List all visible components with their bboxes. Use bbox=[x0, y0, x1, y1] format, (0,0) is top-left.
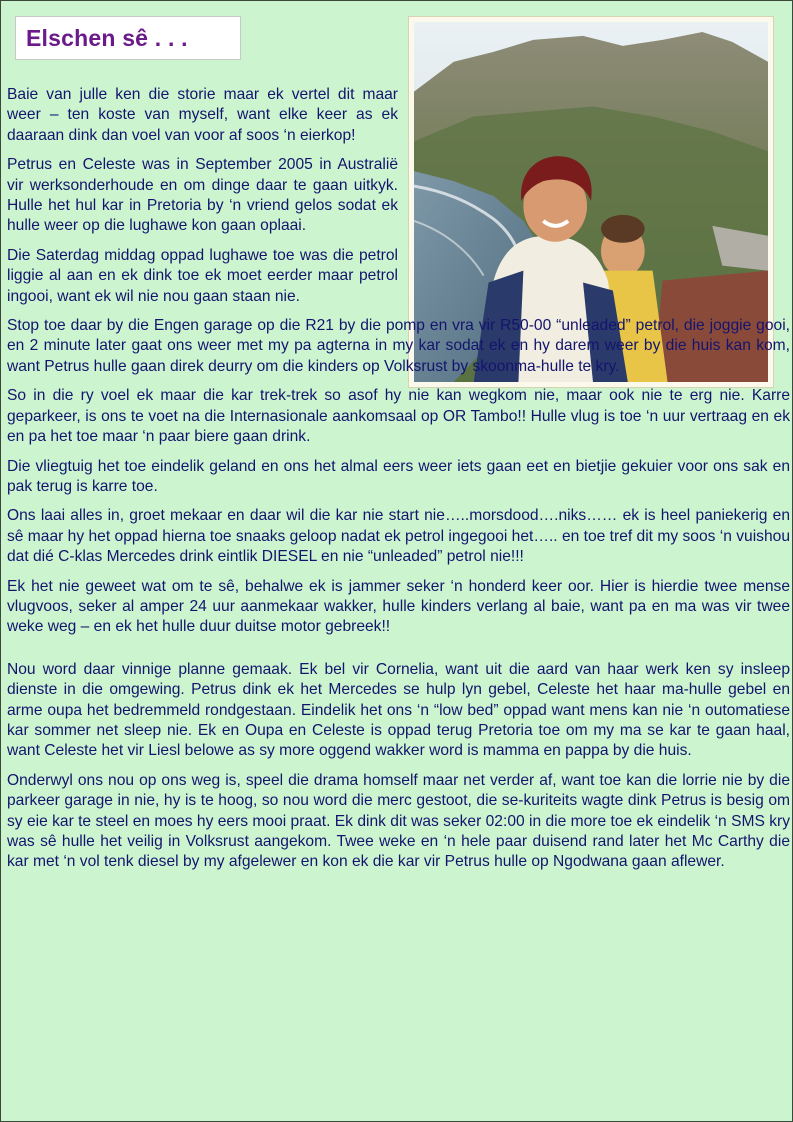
paragraph-9: Nou word daar vinnige planne gemaak. Ek bel vir Cornelia, want uit die aard van haar werk ken sy insleep dienste in die omgewing. Petrus dink ek het Mercedes se hulp lyn gebel, Celeste het haar ma-hulle gebel en arme oupa het bedremmeld rondgestaan. Eindelik het ons ‘n “low bed” oppad want mens kan nie ‘n outomatiese kar sommer net sleep nie. Ek en Oupa en Celeste is oppad terug Pretoria toe om my ma se kar te gaan haal, want Celeste het vir Liesl belowe as sy more oggend wakker word is mamma en pappa by die huis. bbox=[7, 660, 790, 760]
paragraph-4: Stop toe daar by die Engen garage op die R21 by die pomp en vra vir R50-00 “unleaded” petrol, die joggie gooi, en 2 minute later gaat ons weer met my pa agterna in my kar sodat ek en hy darem weer by die huis kan kom, want Petrus hulle gaan direk deurry om die kinders op Volksrust by skoonma-hulle te kry. bbox=[7, 317, 790, 375]
paragraph-10: Onderwyl ons nou op ons weg is, speel die drama homself maar net verder af, want toe kan die lorrie nie by die parkeer garage in nie, hy is te hoog, so nou word die merc gestoot, die se-kuriteits wagte dink Petrus is besig om sy eie kar te steel en moes hy eers mooi praat. Ek dink dit was seker 02:00 in die more toe ek eindelik ‘n SMS kry was sê hulle het veilig in Volksrust aangekom. Twee weke en ‘n hele paar duisend rand later het Mc Carthy die kar met ‘n vol tenk diesel by my afgelewer en kon ek die kar vir Petrus hulle op Ngodwana gaan aflewer. bbox=[7, 771, 790, 871]
paragraph-1: Baie van julle ken die storie maar ek vertel dit maar weer – ten koste van myself, want elke keer as ek daaraan dink dan voel van voor af soos ‘n eierkop! bbox=[7, 86, 398, 144]
paragraph-5: So in die ry voel ek maar die kar trek-trek so asof hy nie kan wegkom nie, maar ook nie te erg nie. Karre geparkeer, is ons te voet na die Internasionale aankomsaal op OR Tambo!! Hulle vlug is toe ‘n uur vertraag en ek en pa het toe maar ‘n paar biere gaan drink. bbox=[7, 387, 790, 446]
paragraph-7: Ons laai alles in, groet mekaar en daar wil die kar nie start nie…..morsdood….niks…… ek is heel paniekerig en sê maar hy het oppad hierna toe snaaks geloop nadat ek petrol ingegooi het….. en toe tref dit my soos ‘n vuishou dat dié C-klas Mercedes drink eintlik DIESEL en nie “unleaded” petrol nie!!! bbox=[7, 507, 790, 566]
page-title: Elschen sê . . . bbox=[26, 25, 188, 51]
title-box bbox=[15, 16, 241, 60]
paragraph-3: Die Saterdag middag oppad lughawe toe was die petrol liggie al aan en ek dink toe ek moet eerder maar petrol ingooi, want ek wil nie nou gaan staan nie. bbox=[7, 246, 398, 305]
article-body bbox=[7, 85, 790, 882]
paragraph-2: Petrus en Celeste was in September 2005 in Australië vir werksonderhoude en om dinge daar te gaan uitkyk. Hulle het hul kar in Pretoria by ‘n vriend gelos sodat ek hulle weer op die lughawe kon gaan oplaai. bbox=[7, 156, 398, 235]
paragraph-8: Ek het nie geweet wat om te sê, behalwe ek is jammer seker ‘n honderd keer oor. Hier is hierdie twee mense vlugvoos, seker al amper 24 uur aanmekaar wakker, hulle kinders verlang al baie, want pa en ma was vir twee weke weg – en ek het hulle duur duitse motor gebreek!! bbox=[7, 577, 790, 636]
paragraph-6: Die vliegtuig het toe eindelik geland en ons het almal eers weer iets gaan eet en bietjie gekuier voor ons sak en pak terug is karre toe. bbox=[7, 457, 790, 495]
